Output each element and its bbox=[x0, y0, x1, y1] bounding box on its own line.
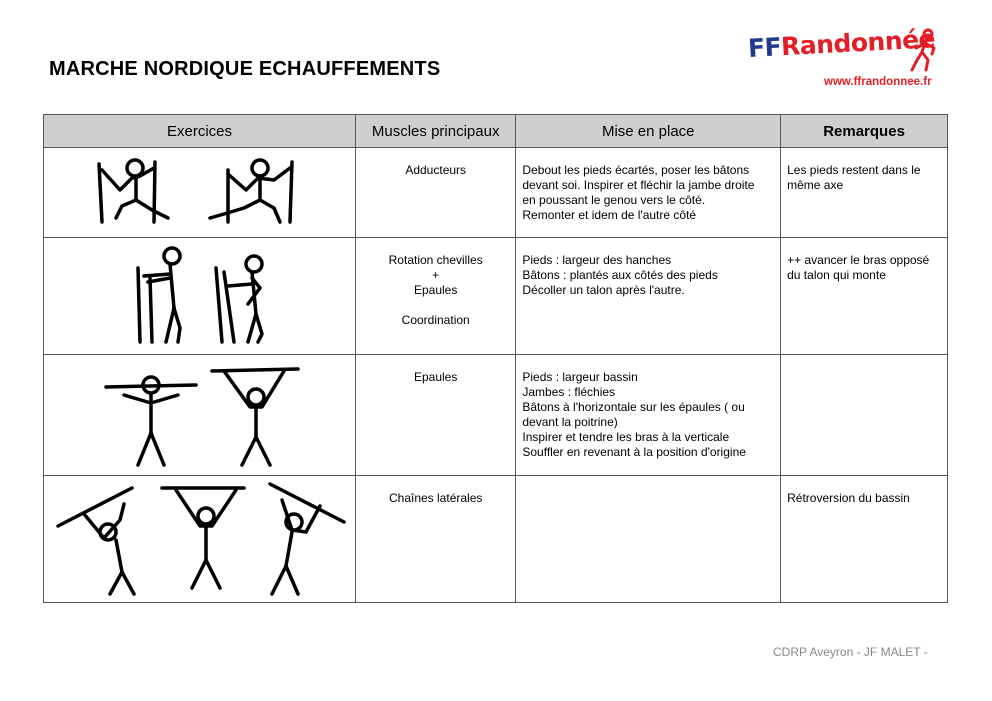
remarques-cell bbox=[781, 476, 948, 603]
instruction-line: Remonter et idem de l'autre côté bbox=[522, 208, 697, 222]
logo-brand-ff: FF bbox=[747, 32, 782, 63]
hiker-icon bbox=[908, 28, 942, 74]
ffrandonnee-logo bbox=[747, 24, 948, 94]
muscles-cell bbox=[356, 355, 516, 476]
logo-brand-rest: Randonnée bbox=[780, 24, 936, 62]
exercise-illustration bbox=[44, 355, 356, 476]
muscle-text: Epaules bbox=[413, 370, 458, 384]
mise-en-place-cell bbox=[516, 355, 781, 476]
table-row bbox=[44, 238, 948, 355]
exercise-table bbox=[43, 114, 948, 603]
shoulder-exercise-figure bbox=[44, 355, 355, 474]
mise-en-place-cell bbox=[516, 476, 781, 603]
instruction-line: Souffler en revenant à la position d'origine bbox=[522, 445, 746, 459]
muscle-text: Coordination bbox=[401, 313, 470, 327]
ankle-rotation-figure bbox=[44, 238, 355, 353]
adductor-stretch-figure bbox=[44, 148, 355, 236]
remark-line: ++ avancer le bras opposé bbox=[787, 253, 930, 267]
spacer bbox=[362, 298, 509, 313]
muscle-plus: + bbox=[432, 268, 440, 282]
logo-url: www.ffrandonnee.fr bbox=[824, 76, 932, 88]
table-header-row bbox=[44, 115, 948, 148]
header-muscles: Muscles principaux bbox=[356, 115, 516, 148]
instruction-line: devant la poitrine) bbox=[522, 415, 618, 429]
exercise-illustration bbox=[44, 238, 356, 355]
muscles-cell bbox=[356, 148, 516, 238]
remark-line: Les pieds restent dans le bbox=[787, 163, 921, 177]
remarques-cell bbox=[781, 238, 948, 355]
remarques-cell bbox=[781, 355, 948, 476]
page-title: MARCHE NORDIQUE ECHAUFFEMENTS bbox=[49, 58, 441, 80]
footer-credit: CDRP Aveyron - JF MALET - bbox=[773, 645, 928, 659]
header-remarques: Remarques bbox=[781, 115, 948, 148]
header-mise-en-place: Mise en place bbox=[516, 115, 781, 148]
exercise-illustration bbox=[44, 148, 356, 238]
instruction-line: Bâtons : plantés aux côtés des pieds bbox=[522, 268, 718, 282]
instruction-line: Debout les pieds écartés, poser les bâtons bbox=[522, 163, 750, 177]
instruction-line: Inspirer et tendre les bras à la verticale bbox=[522, 430, 730, 444]
mise-en-place-cell bbox=[516, 148, 781, 238]
mise-en-place-cell bbox=[516, 238, 781, 355]
instruction-line: en poussant le genou vers le côté. bbox=[522, 193, 706, 207]
muscle-text: Chaînes latérales bbox=[388, 491, 483, 505]
instruction-line: Pieds : largeur des hanches bbox=[522, 253, 672, 267]
instruction-line: Pieds : largeur bassin bbox=[522, 370, 638, 384]
instruction-line: devant soi. Inspirer et fléchir la jambe droite bbox=[522, 178, 755, 192]
instruction-line: Bâtons à l'horizontale sur les épaules ( ou bbox=[522, 400, 745, 414]
muscle-text: Rotation chevilles bbox=[388, 253, 483, 267]
remark-line: du talon qui monte bbox=[787, 268, 886, 282]
instruction-line: Jambes : fléchies bbox=[522, 385, 616, 399]
header-exercices: Exercices bbox=[44, 115, 356, 148]
table-row bbox=[44, 476, 948, 603]
instruction-line: Décoller un talon après l'autre. bbox=[522, 283, 685, 297]
exercise-illustration bbox=[44, 476, 356, 603]
remark-line: même axe bbox=[787, 178, 844, 192]
table-row bbox=[44, 148, 948, 238]
lateral-chain-figure bbox=[44, 476, 355, 601]
remark-line: Rétroversion du bassin bbox=[787, 491, 910, 505]
table-row bbox=[44, 355, 948, 476]
remarques-cell bbox=[781, 148, 948, 238]
muscle-text: Epaules bbox=[413, 283, 458, 297]
muscle-text: Adducteurs bbox=[405, 163, 467, 177]
muscles-cell bbox=[356, 238, 516, 355]
muscles-cell bbox=[356, 476, 516, 603]
